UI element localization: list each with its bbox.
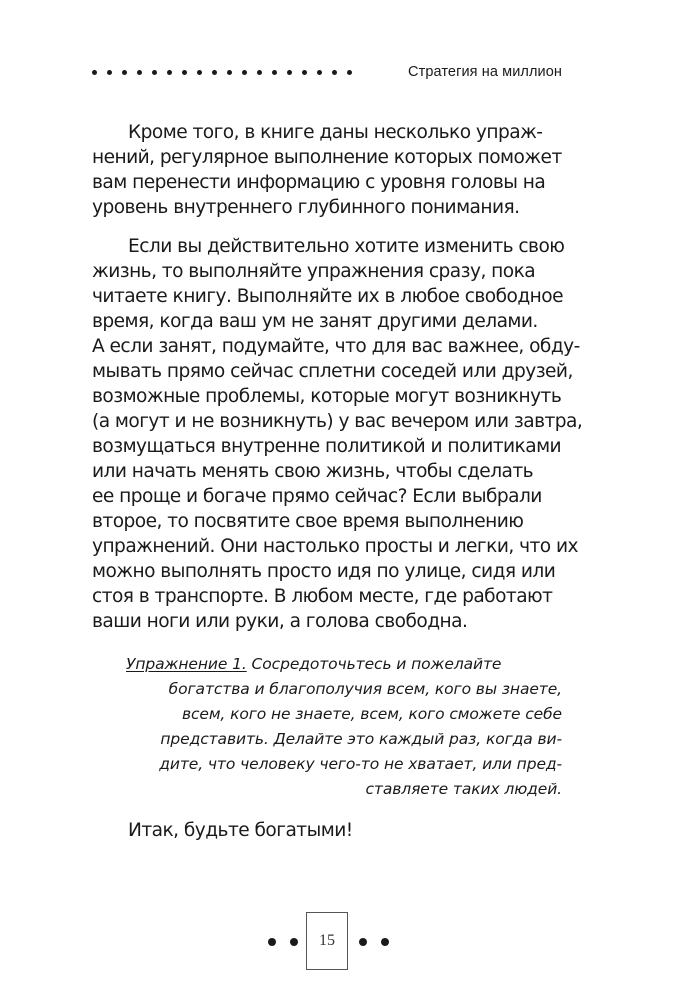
header-dot — [167, 70, 172, 75]
footer-dot — [268, 938, 276, 946]
header-dot — [242, 70, 247, 75]
text-line: можно выполнять просто идя по улице, сидя или — [92, 561, 556, 582]
running-header — [92, 60, 562, 84]
header-dot — [227, 70, 232, 75]
text-line: время, когда ваш ум не занят другими делами. — [92, 311, 538, 332]
footer-dot — [290, 938, 298, 946]
header-dot — [347, 70, 352, 75]
footer-dot — [359, 938, 367, 946]
header-dot — [332, 70, 337, 75]
text-line: упражнений. Они настолько просты и легки, что их — [92, 536, 578, 557]
text-line: Если вы действительно хотите изменить свою — [128, 236, 565, 257]
header-dot — [152, 70, 157, 75]
page-number: 15 — [319, 932, 335, 949]
exercise-line: представить. Делайте это каждый раз, когда ви- — [160, 730, 562, 748]
page-number-box — [306, 912, 348, 970]
text-line: А если занят, подумайте, что для вас важнее, обду- — [92, 336, 580, 357]
main-text — [92, 120, 583, 634]
exercise-text: Сосредоточьтесь и пожелайте — [246, 655, 502, 673]
text-line: нений, регулярное выполнение которых поможет — [92, 147, 562, 168]
header-dot — [182, 70, 187, 75]
header-dot — [257, 70, 262, 75]
page-footer — [0, 912, 681, 972]
paragraph-1 — [92, 120, 564, 220]
text-line: жизнь, то выполняйте упражнения сразу, пока — [92, 261, 536, 282]
paragraph-2 — [92, 234, 583, 634]
text-line: мывать прямо сейчас сплетни соседей или друзей, — [92, 361, 573, 382]
text-line: читаете книгу. Выполняйте их в любое свободное — [92, 286, 563, 307]
header-dot — [287, 70, 292, 75]
text-line: вам перенести информацию с уровня головы на — [92, 172, 546, 193]
header-dot — [272, 70, 277, 75]
text-line: возмущаться внутренне политикой и политиками — [92, 436, 562, 457]
header-dot — [302, 70, 307, 75]
header-dot — [212, 70, 217, 75]
exercise-block — [126, 652, 562, 802]
header-dot — [317, 70, 322, 75]
text-line: второе, то посвятите свое время выполнению — [92, 511, 524, 532]
exercise-line: всем, кого не знаете, всем, кого сможете себе — [181, 705, 562, 723]
running-title: Стратегия на миллион — [408, 64, 562, 80]
header-dot — [137, 70, 142, 75]
text-line: Кроме того, в книге даны несколько упраж- — [128, 122, 543, 143]
header-dot-leader — [92, 70, 352, 75]
text-line: стоя в транспорте. В любом месте, где работают — [92, 586, 553, 607]
text-line: ваши ноги или руки, а голова свободна. — [92, 611, 468, 632]
text-line: или начать менять свою жизнь, чтобы сделать — [92, 461, 534, 482]
exercise-line: богатства и благополучия всем, кого вы знаете, — [168, 680, 562, 698]
text-line: возможные проблемы, которые могут возникнуть — [92, 386, 562, 407]
header-dot — [122, 70, 127, 75]
exercise-line: дите, что человеку чего-то не хватает, или пред- — [159, 755, 562, 773]
exercise-first-line — [126, 652, 562, 677]
text-line: уровень внутреннего глубинного понимания. — [92, 197, 520, 218]
exercise-label: Упражнение 1. — [126, 655, 247, 673]
header-dot — [107, 70, 112, 75]
text-line: ее проще и богаче прямо сейчас? Если выбрали — [92, 486, 542, 507]
footer-dot — [381, 938, 389, 946]
header-dot — [92, 70, 97, 75]
header-dot — [197, 70, 202, 75]
text-line: (а могут и не возникнуть) у вас вечером или завтра, — [92, 411, 583, 432]
exercise-line: ставляете таких людей. — [365, 780, 562, 798]
closing-line: Итак, будьте богатыми! — [128, 820, 353, 841]
